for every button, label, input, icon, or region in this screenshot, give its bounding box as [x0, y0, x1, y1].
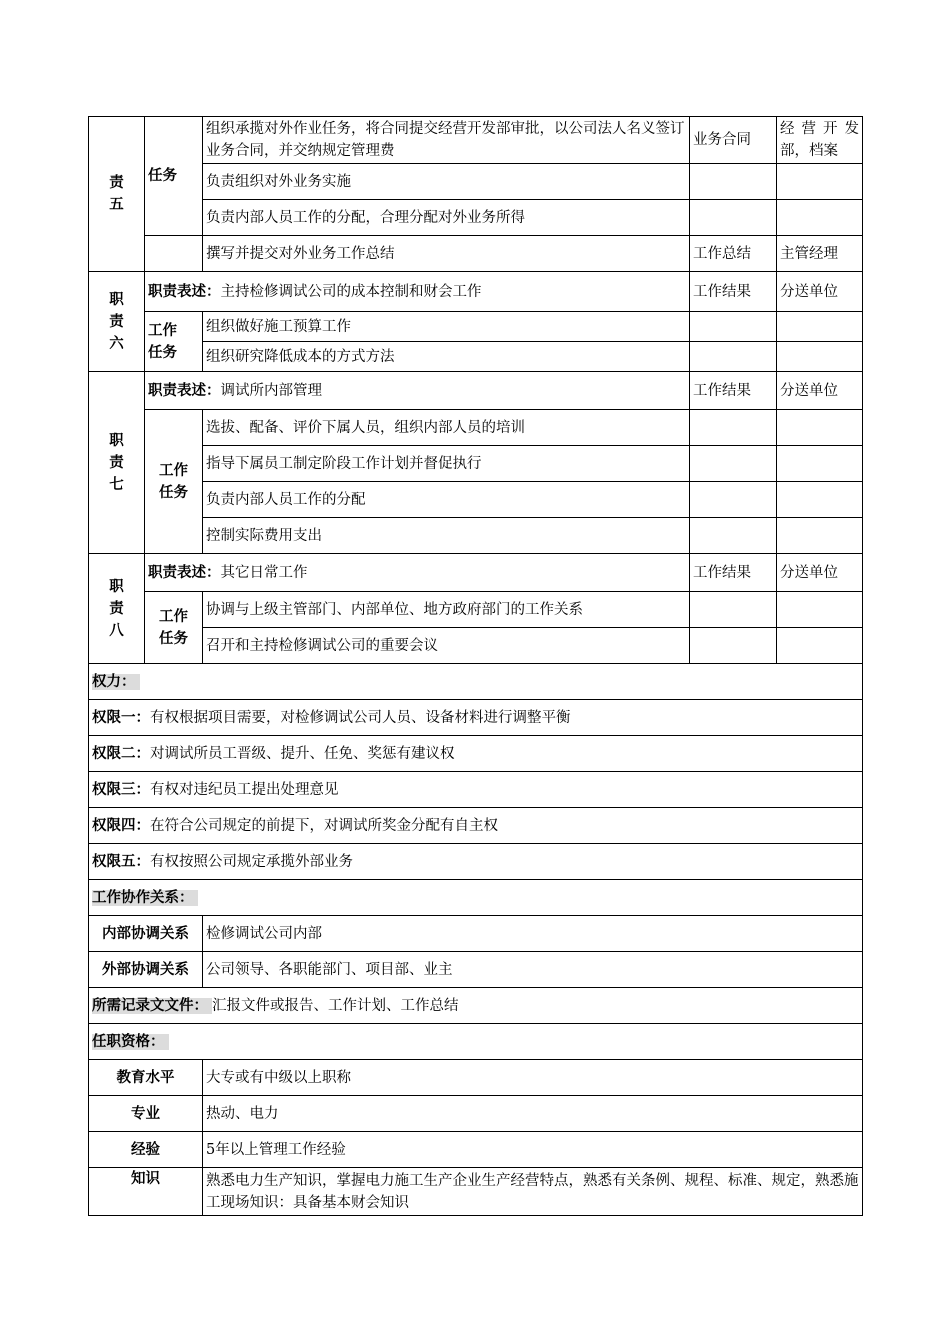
duty5-label: 责 五	[89, 117, 145, 272]
cooperation-header: 工作协作关系：	[92, 890, 198, 906]
duty8-label: 职 责 八	[89, 554, 145, 664]
duty5-task-result	[690, 164, 777, 200]
major-text: 热动、电力	[203, 1096, 863, 1132]
duty6-task-text: 组织研究降低成本的方式方法	[203, 342, 690, 372]
duty5-task-result	[690, 200, 777, 236]
qualifications-header-row	[89, 1024, 863, 1060]
knowledge-label: 知识	[89, 1168, 203, 1216]
duty7-task-label: 工作 任务	[145, 410, 203, 554]
duty8-task-label: 工作 任务	[145, 592, 203, 664]
duty6-desc-row	[89, 272, 863, 312]
cooperation-header-row	[89, 880, 863, 916]
records-text: 汇报文件或报告、工作计划、工作总结	[212, 997, 459, 1014]
duty5-task-row	[89, 164, 863, 200]
authority-row: 权限四：在符合公司规定的前提下，对调试所奖金分配有自主权	[89, 808, 863, 844]
duty8-task-row	[89, 628, 863, 664]
records-label: 所需记录文文件：	[92, 998, 212, 1014]
duty8-desc-row	[89, 554, 863, 592]
duty7-desc-row	[89, 372, 863, 410]
cooperation-external-row	[89, 952, 863, 988]
duty8-recipient-header: 分送单位	[777, 554, 863, 592]
duty5-task-recipient	[777, 164, 863, 200]
duty6-description: 职责表述：主持检修调试公司的成本控制和财会工作	[145, 272, 690, 312]
education-label: 教育水平	[89, 1060, 203, 1096]
duty5-task-label: 任务	[145, 117, 203, 236]
authority-row: 权限五：有权按照公司规定承揽外部业务	[89, 844, 863, 880]
duty5-task-recipient: 经 营 开 发部，档案	[777, 117, 863, 164]
duty6-task-row	[89, 342, 863, 372]
duty7-result-header: 工作结果	[690, 372, 777, 410]
knowledge-row	[89, 1168, 863, 1216]
duty5-task-result: 工作总结	[690, 236, 777, 272]
job-description-table	[88, 116, 863, 1216]
duty6-task-text: 组织做好施工预算工作	[203, 312, 690, 342]
duty5-task-text: 组织承揽对外作业任务，将合同提交经营开发部审批，以公司法人名义签订业务合同，并交纳规定管理费	[203, 117, 690, 164]
duty5-task-recipient	[777, 200, 863, 236]
duty7-task-text: 控制实际费用支出	[203, 518, 690, 554]
duty7-task-text: 负责内部人员工作的分配	[203, 482, 690, 518]
internal-coordination-label: 内部协调关系	[89, 916, 203, 952]
duty7-task-row	[89, 446, 863, 482]
duty6-result-header: 工作结果	[690, 272, 777, 312]
experience-row	[89, 1132, 863, 1168]
education-text: 大专或有中级以上职称	[203, 1060, 863, 1096]
duty5-task-row	[89, 236, 863, 272]
duty6-task-row	[89, 312, 863, 342]
duty8-result-header: 工作结果	[690, 554, 777, 592]
authority-header: 权力：	[92, 674, 140, 690]
knowledge-text: 熟悉电力生产知识，掌握电力施工生产企业生产经营特点，熟悉有关条例、规程、标准、规定，熟悉施工现场知识：具备基本财会知识	[203, 1168, 863, 1216]
major-row	[89, 1096, 863, 1132]
authority-row: 权限三：有权对违纪员工提出处理意见	[89, 772, 863, 808]
duty5-task-text: 负责内部人员工作的分配，合理分配对外业务所得	[203, 200, 690, 236]
duty6-label: 职 责 六	[89, 272, 145, 372]
authority-row: 权限二：对调试所员工晋级、提升、任免、奖惩有建议权	[89, 736, 863, 772]
cooperation-internal-row	[89, 916, 863, 952]
internal-coordination-text: 检修调试公司内部	[203, 916, 863, 952]
duty5-task-result: 业务合同	[690, 117, 777, 164]
major-label: 专业	[89, 1096, 203, 1132]
duty5-task-text: 负责组织对外业务实施	[203, 164, 690, 200]
duty7-task-text: 指导下属员工制定阶段工作计划并督促执行	[203, 446, 690, 482]
duty8-task-row	[89, 592, 863, 628]
qualifications-header: 任职资格：	[92, 1034, 169, 1050]
authority-header-row	[89, 664, 863, 700]
duty5-task-recipient: 主管经理	[777, 236, 863, 272]
duty7-task-text: 选拔、配备、评价下属人员，组织内部人员的培训	[203, 410, 690, 446]
duty6-recipient-header: 分送单位	[777, 272, 863, 312]
experience-text: 5年以上管理工作经验	[203, 1132, 863, 1168]
duty7-label: 职 责 七	[89, 372, 145, 554]
duty7-task-row	[89, 410, 863, 446]
duty5-task-row	[89, 117, 863, 164]
duty8-task-text: 召开和主持检修调试公司的重要会议	[203, 628, 690, 664]
duty5-task-text: 撰写并提交对外业务工作总结	[203, 236, 690, 272]
duty8-task-text: 协调与上级主管部门、内部单位、地方政府部门的工作关系	[203, 592, 690, 628]
education-row	[89, 1060, 863, 1096]
duty7-recipient-header: 分送单位	[777, 372, 863, 410]
records-row	[89, 988, 863, 1024]
authority-row: 权限一：有权根据项目需要，对检修调试公司人员、设备材料进行调整平衡	[89, 700, 863, 736]
duty7-task-row	[89, 518, 863, 554]
duty7-task-row	[89, 482, 863, 518]
duty5-task-row	[89, 200, 863, 236]
experience-label: 经验	[89, 1132, 203, 1168]
external-coordination-label: 外部协调关系	[89, 952, 203, 988]
duty8-description: 职责表述：其它日常工作	[145, 554, 690, 592]
duty7-description: 职责表述：调试所内部管理	[145, 372, 690, 410]
external-coordination-text: 公司领导、各职能部门、项目部、业主	[203, 952, 863, 988]
duty6-task-label: 工作 任务	[145, 312, 203, 372]
